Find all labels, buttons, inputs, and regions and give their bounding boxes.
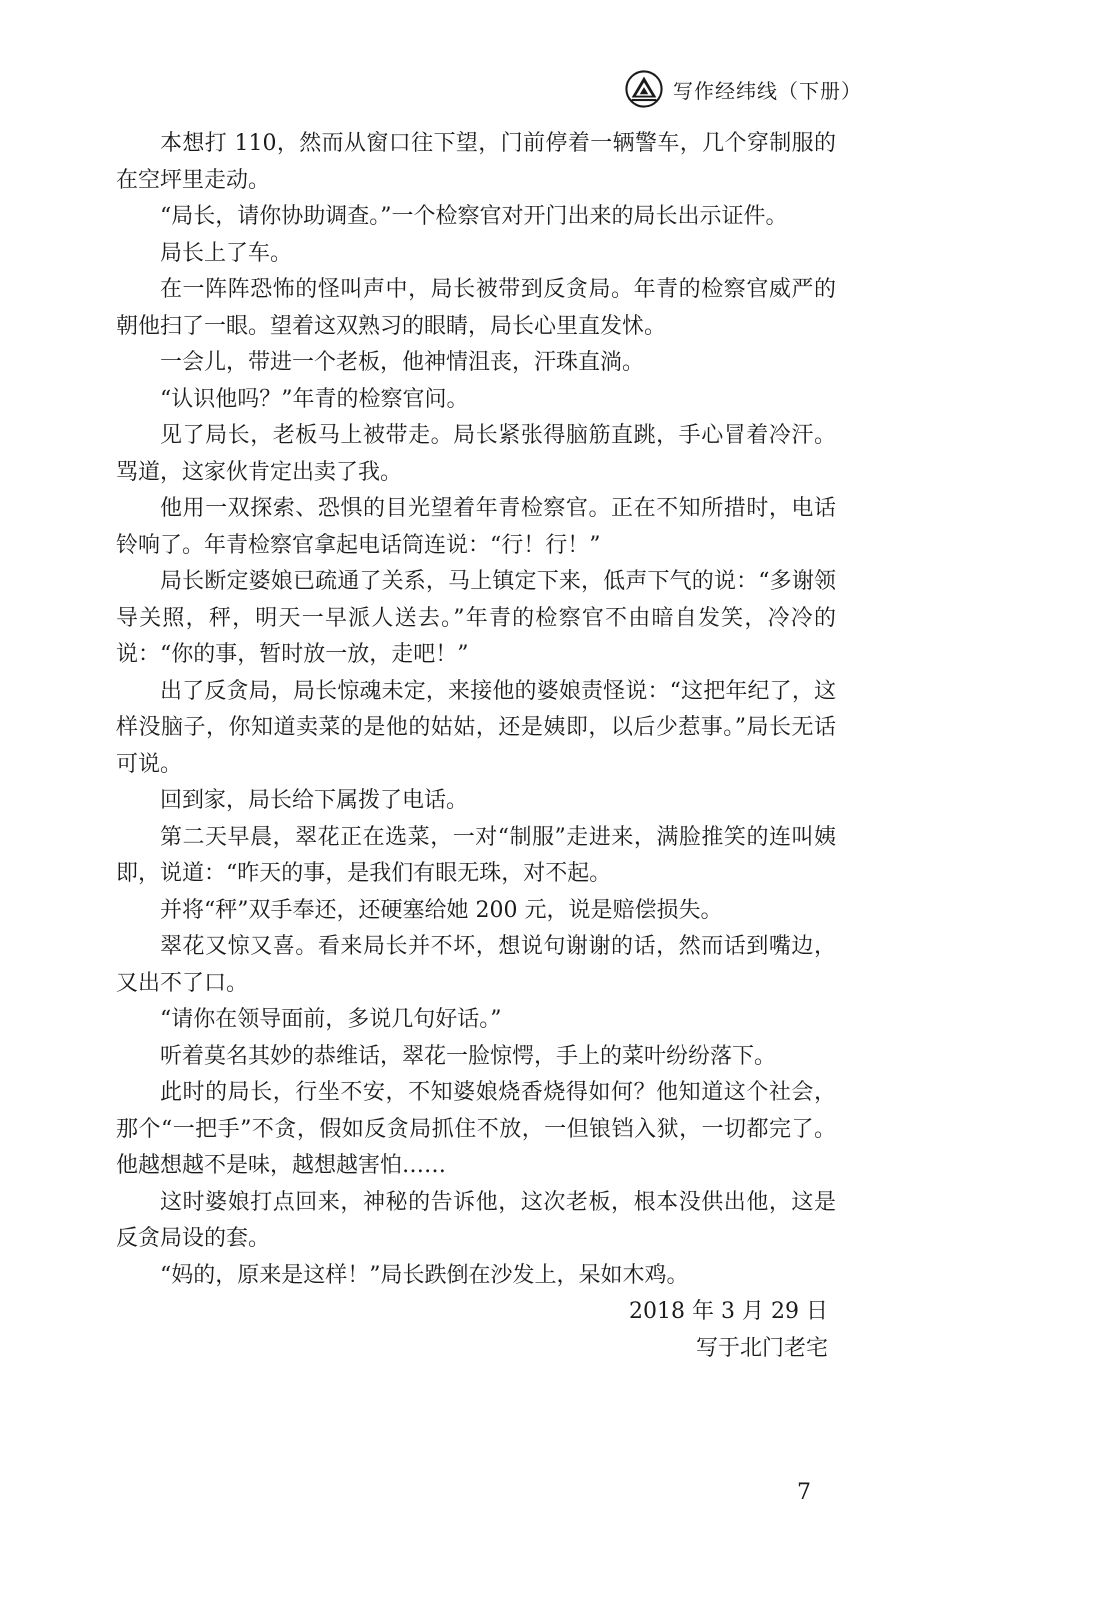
- paragraph: “请你在领导面前，多说几句好话。”: [160, 1007, 502, 1032]
- paragraph: 回到家，局长给下属拨了电话。: [160, 788, 469, 813]
- paragraph: 一会儿，带进一个老板，他神情沮丧，汗珠直淌。: [160, 350, 645, 375]
- paragraph: 这时婆娘打点回来，神秘的告诉他，这次老板，根本没供出他，这是反贪局设的套。: [116, 1189, 836, 1251]
- paragraph: 听着莫名其妙的恭维话，翠花一脸惊愕，手上的菜叶纷纷落下。: [160, 1043, 777, 1069]
- paragraph: 在一阵阵恐怖的怪叫声中，局长被带到反贪局。年青的检察官威严的朝他扫了一眼。望着这双熟习的眼睛，局长心里直发怵。: [116, 277, 836, 339]
- paragraph: 第二天早晨，翠花正在选菜，一对“制服”走进来，满脸推笑的连叫姨即，说道：“昨天的事，是我们有眼无珠，对不起。: [116, 824, 836, 886]
- paragraph: “认识他吗？”年青的检察官问。: [160, 386, 469, 412]
- paragraph: 局长上了车。: [160, 240, 293, 266]
- paragraph: 出了反贪局，局长惊魂未定，来接他的婆娘责怪说：“这把年纪了，这样没脑子，你知道卖菜的是他的姑姑，还是姨即，以后少惹事。”局长无话可说。: [116, 678, 836, 777]
- running-header: [625, 70, 862, 108]
- paragraph: 见了局长，老板马上被带走。局长紧张得脑筋直跳，手心冒着冷汗。骂道，这家伙肯定出卖了我。: [116, 423, 836, 485]
- paragraph: “妈的，原来是这样！”局长跌倒在沙发上，呆如木鸡。: [160, 1262, 689, 1288]
- signoff-date: 2018 年 3 月 29 日: [629, 1299, 828, 1324]
- paragraph: 局长断定婆娘已疏通了关系，马上镇定下来，低声下气的说：“多谢领导关照，秤，明天一早派人送去。”年青的检察官不由暗自发笑，冷冷的说：“你的事，暂时放一放，走吧！”: [116, 569, 836, 667]
- paragraph: 翠花又惊又喜。看来局长并不坏，想说句谢谢的话，然而话到嘴边，又出不了口。: [116, 934, 836, 996]
- paragraph: 本想打 110，然而从窗口往下望，门前停着一辆警车，几个穿制服的在空坪里走动。: [116, 131, 836, 193]
- paragraph: 他用一双探索、恐惧的目光望着年青检察官。正在不知所措时，电话铃响了。年青检察官拿起电话筒连说：“行！行！”: [116, 496, 836, 558]
- page-number: 7: [797, 1480, 811, 1505]
- paragraph: 此时的局长，行坐不安，不知婆娘烧香烧得如何？他知道这个社会，那个“一把手”不贪，假如反贪局抓住不放，一但锒铛入狱，一切都完了。他越想越不是味，越想越害怕……: [116, 1080, 836, 1178]
- signoff-place: 写于北门老宅: [695, 1335, 828, 1361]
- paragraph: “局长，请你协助调查。”一个检察官对开门出来的局长出示证件。: [160, 204, 788, 229]
- book-title: 写作经纬线（下册）: [673, 78, 862, 103]
- triangle-emblem-icon: [625, 70, 663, 108]
- story-body: [116, 126, 836, 1367]
- paragraph: 并将“秤”双手奉还，还硬塞给她 200 元，说是赔偿损失。: [160, 897, 723, 923]
